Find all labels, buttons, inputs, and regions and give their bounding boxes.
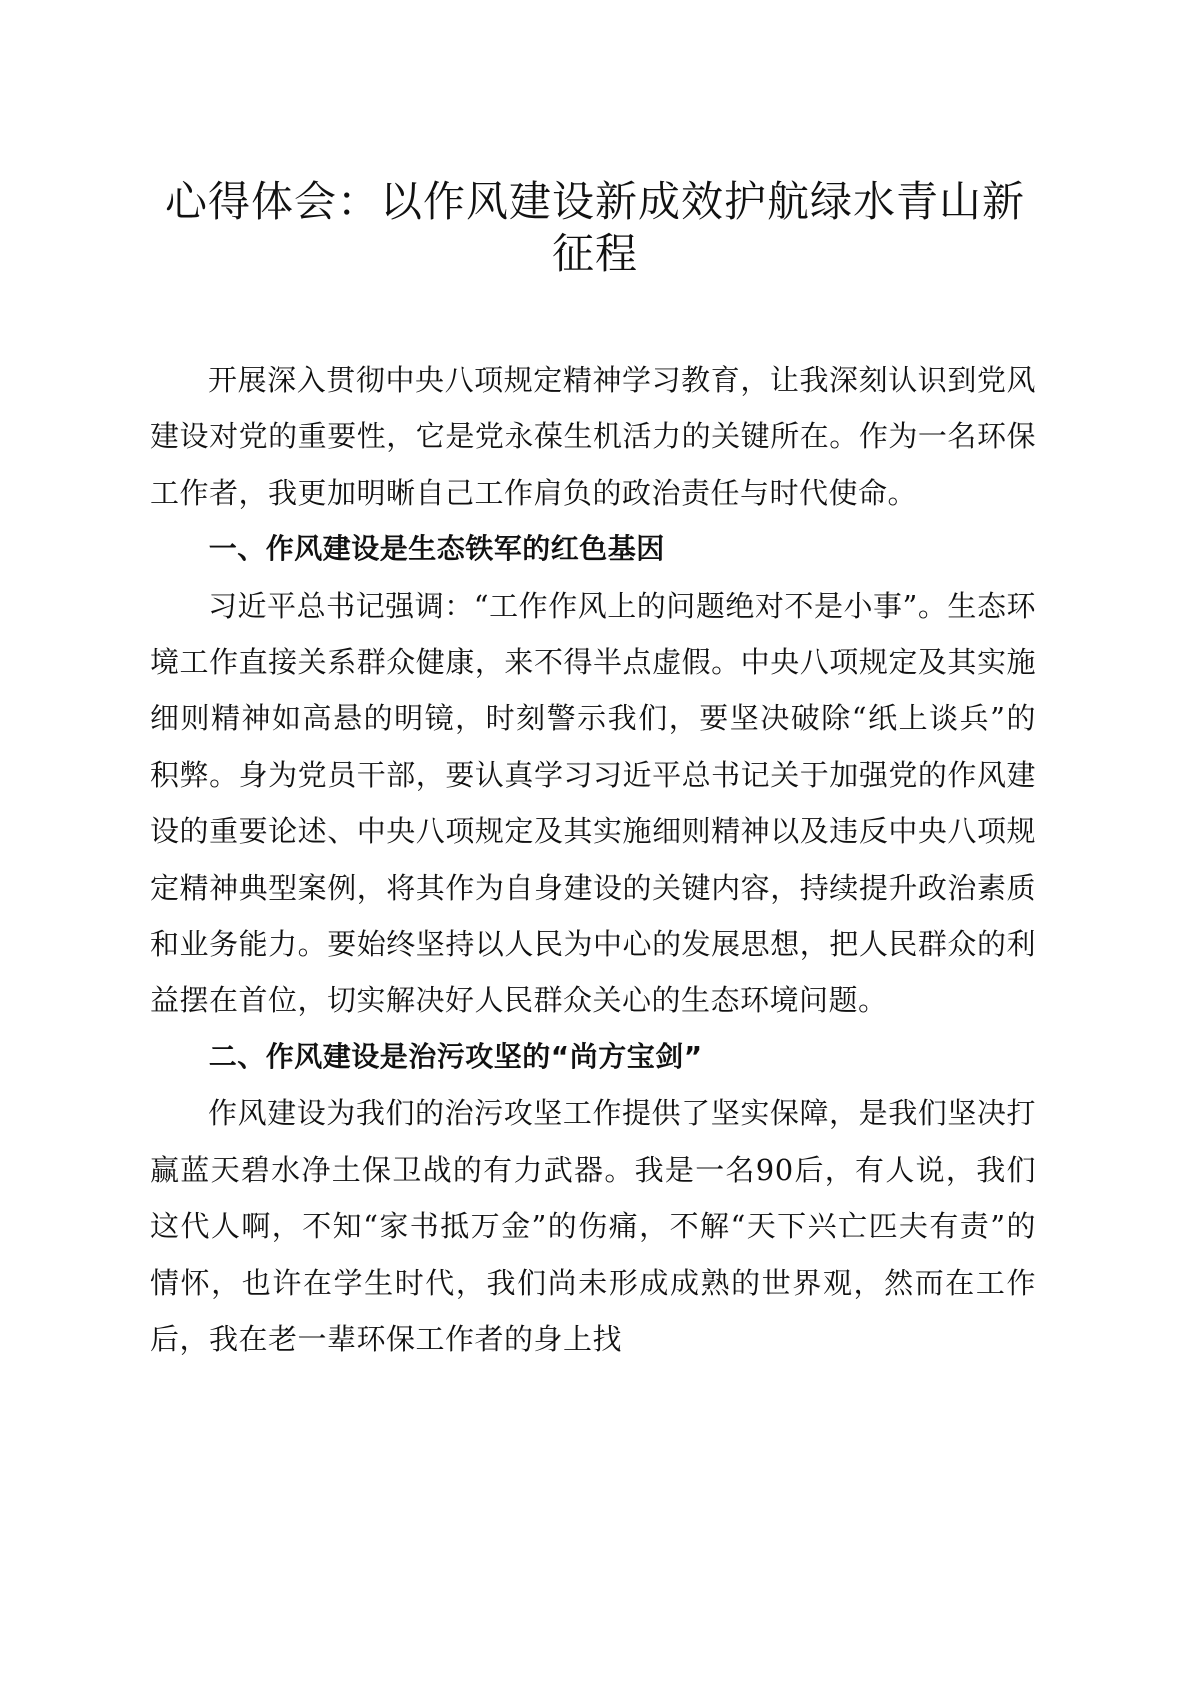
document-title <box>130 176 1060 280</box>
document-title-line-2: 征程 <box>551 229 638 278</box>
section-heading-1: 一、作风建设是生态铁军的红色基因 <box>208 532 665 566</box>
section-heading-2: 二、作风建设是治污攻坚的“尚方宝剑” <box>208 1039 703 1073</box>
intro-paragraph: 开展深入贯彻中央八项规定精神学习教育，让我深刻认识到党风建设对党的重要性，它是党永葆生机活力的关键所在。作为一名环保工作者，我更加明晰自己工作肩负的政治责任与时代使命。 <box>150 363 1036 510</box>
section-1-paragraph: 习近平总书记强调：“工作作风上的问题绝对不是小事”。生态环境工作直接关系群众健康，来不得半点虚假。中央八项规定及其实施细则精神如高悬的明镜，时刻警示我们，要坚决破除“纸上谈兵”的积弊。身为党员干部，要认真学习习近平总书记关于加强党的作风建设的重要论述、中央八项规定及其实施细则精神以及违反中央八项规定精神典型案例，将其作为自身建设的关键内容，持续提升政治素质和业务能力。要始终坚持以人民为中心的发展思想，把人民群众的利益摆在首位，切实解决好人民群众关心的生态环境问题。 <box>150 588 1036 1018</box>
document-title-line-1: 心得体会：以作风建设新成效护航绿水青山新 <box>164 177 1025 226</box>
document-body <box>150 352 1036 1367</box>
section-2-paragraph: 作风建设为我们的治污攻坚工作提供了坚实保障，是我们坚决打赢蓝天碧水净土保卫战的有力武器。我是一名90后，有人说，我们这代人啊，不知“家书抵万金”的伤痛，不解“天下兴亡匹夫有责”的情怀，也许在学生时代，我们尚未形成成熟的世界观，然而在工作后，我在老一辈环保工作者的身上找 <box>150 1096 1036 1356</box>
